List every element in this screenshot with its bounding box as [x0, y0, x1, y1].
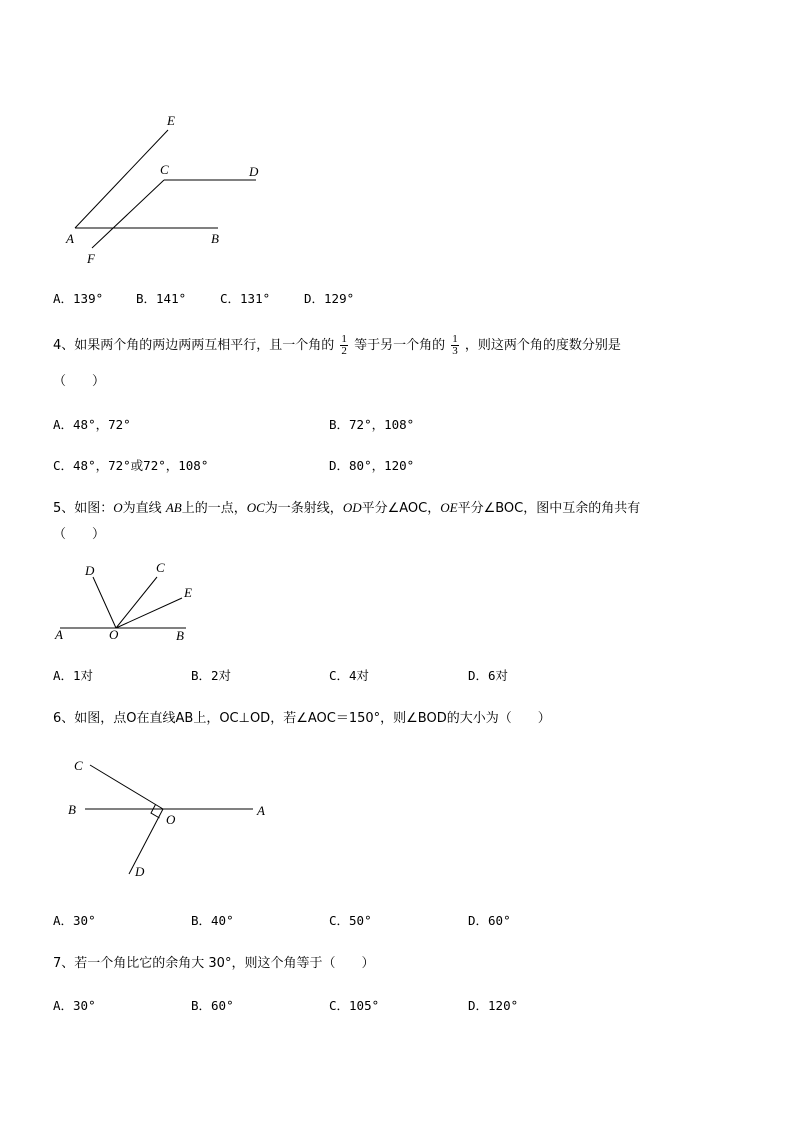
q4-prefix: 4、如果两个角的两边两两互相平行，且一个角的: [53, 338, 335, 353]
q5-OE: OE: [440, 500, 458, 515]
label-o: O: [166, 812, 176, 827]
label-c: C: [160, 162, 169, 177]
q5-p2: 为直线: [122, 501, 162, 516]
label-b: B: [68, 802, 76, 817]
q5-AB: AB: [165, 500, 182, 515]
label-o: O: [109, 627, 119, 642]
q6-option-a[interactable]: A．30°: [53, 913, 96, 928]
q4-suffix: ，则这两个角的度数分别是: [464, 338, 621, 353]
q5-p5: 平分∠AOC，: [361, 501, 441, 516]
q3-option-d[interactable]: D．129°: [304, 291, 355, 306]
q5-p4: 为一条射线，: [264, 501, 343, 516]
q5-p3: 上的一点，: [181, 501, 247, 516]
ray-oc: [90, 765, 163, 809]
q5-option-b[interactable]: B．2对: [191, 668, 232, 683]
q5-option-c[interactable]: C．4对: [329, 668, 370, 683]
frac1-num: 1: [341, 333, 347, 345]
q7-option-b[interactable]: B．60°: [191, 998, 234, 1013]
label-d: D: [135, 864, 145, 879]
q5-O: O: [113, 500, 123, 515]
frac2-den: 3: [452, 345, 458, 357]
q5-OD: OD: [342, 500, 362, 515]
frac2-num: 1: [452, 333, 458, 345]
label-e: E: [184, 585, 192, 600]
q6-option-b[interactable]: B．40°: [191, 913, 234, 928]
frac1-den: 2: [341, 345, 347, 357]
label-c: C: [74, 758, 83, 773]
label-b: B: [176, 628, 184, 643]
q7-question: 7、若一个角比它的余角大 30°，则这个角等于（ ）: [53, 956, 375, 971]
q5-OC: OC: [246, 500, 265, 515]
q3-option-b[interactable]: B．141°: [136, 291, 187, 306]
q6-question: 6、如图，点O在直线AB上，OC⊥OD，若∠AOC＝150°，则∠BOD的大小为（ ）: [53, 711, 551, 726]
q7-option-d[interactable]: D．120°: [468, 998, 519, 1013]
q5-option-a[interactable]: A．1对: [53, 668, 94, 683]
label-e: E: [167, 113, 175, 128]
q3-option-c[interactable]: C．131°: [220, 291, 271, 306]
q5-p1: 5、如图：: [53, 501, 114, 516]
q7-option-c[interactable]: C．105°: [329, 998, 380, 1013]
label-d: D: [85, 563, 95, 578]
q5-p6: 平分∠BOC，图中互余的角共有: [457, 501, 641, 516]
q5-option-d[interactable]: D．6对: [468, 668, 509, 683]
label-d: D: [249, 164, 259, 179]
q6-option-c[interactable]: C．50°: [329, 913, 372, 928]
label-a: A: [55, 627, 63, 642]
q4-paren: （ ）: [53, 374, 106, 389]
q4-option-a[interactable]: A．48°，72°: [53, 417, 131, 432]
q4-option-b[interactable]: B．72°，108°: [329, 417, 415, 432]
q3-option-a[interactable]: A．139°: [53, 291, 104, 306]
label-f: F: [87, 251, 95, 266]
q4-option-d[interactable]: D．80°，120°: [329, 458, 415, 473]
q4-option-c[interactable]: C．48°，72°或72°，108°: [53, 458, 209, 473]
q4-middle: 等于另一个角的: [354, 338, 446, 353]
label-b: B: [211, 231, 219, 246]
label-c: C: [156, 560, 165, 575]
label-a: A: [66, 231, 74, 246]
label-a: A: [257, 803, 265, 818]
q6-option-d[interactable]: D．60°: [468, 913, 511, 928]
q7-option-a[interactable]: A．30°: [53, 998, 96, 1013]
q5-paren: （ ）: [53, 527, 106, 542]
